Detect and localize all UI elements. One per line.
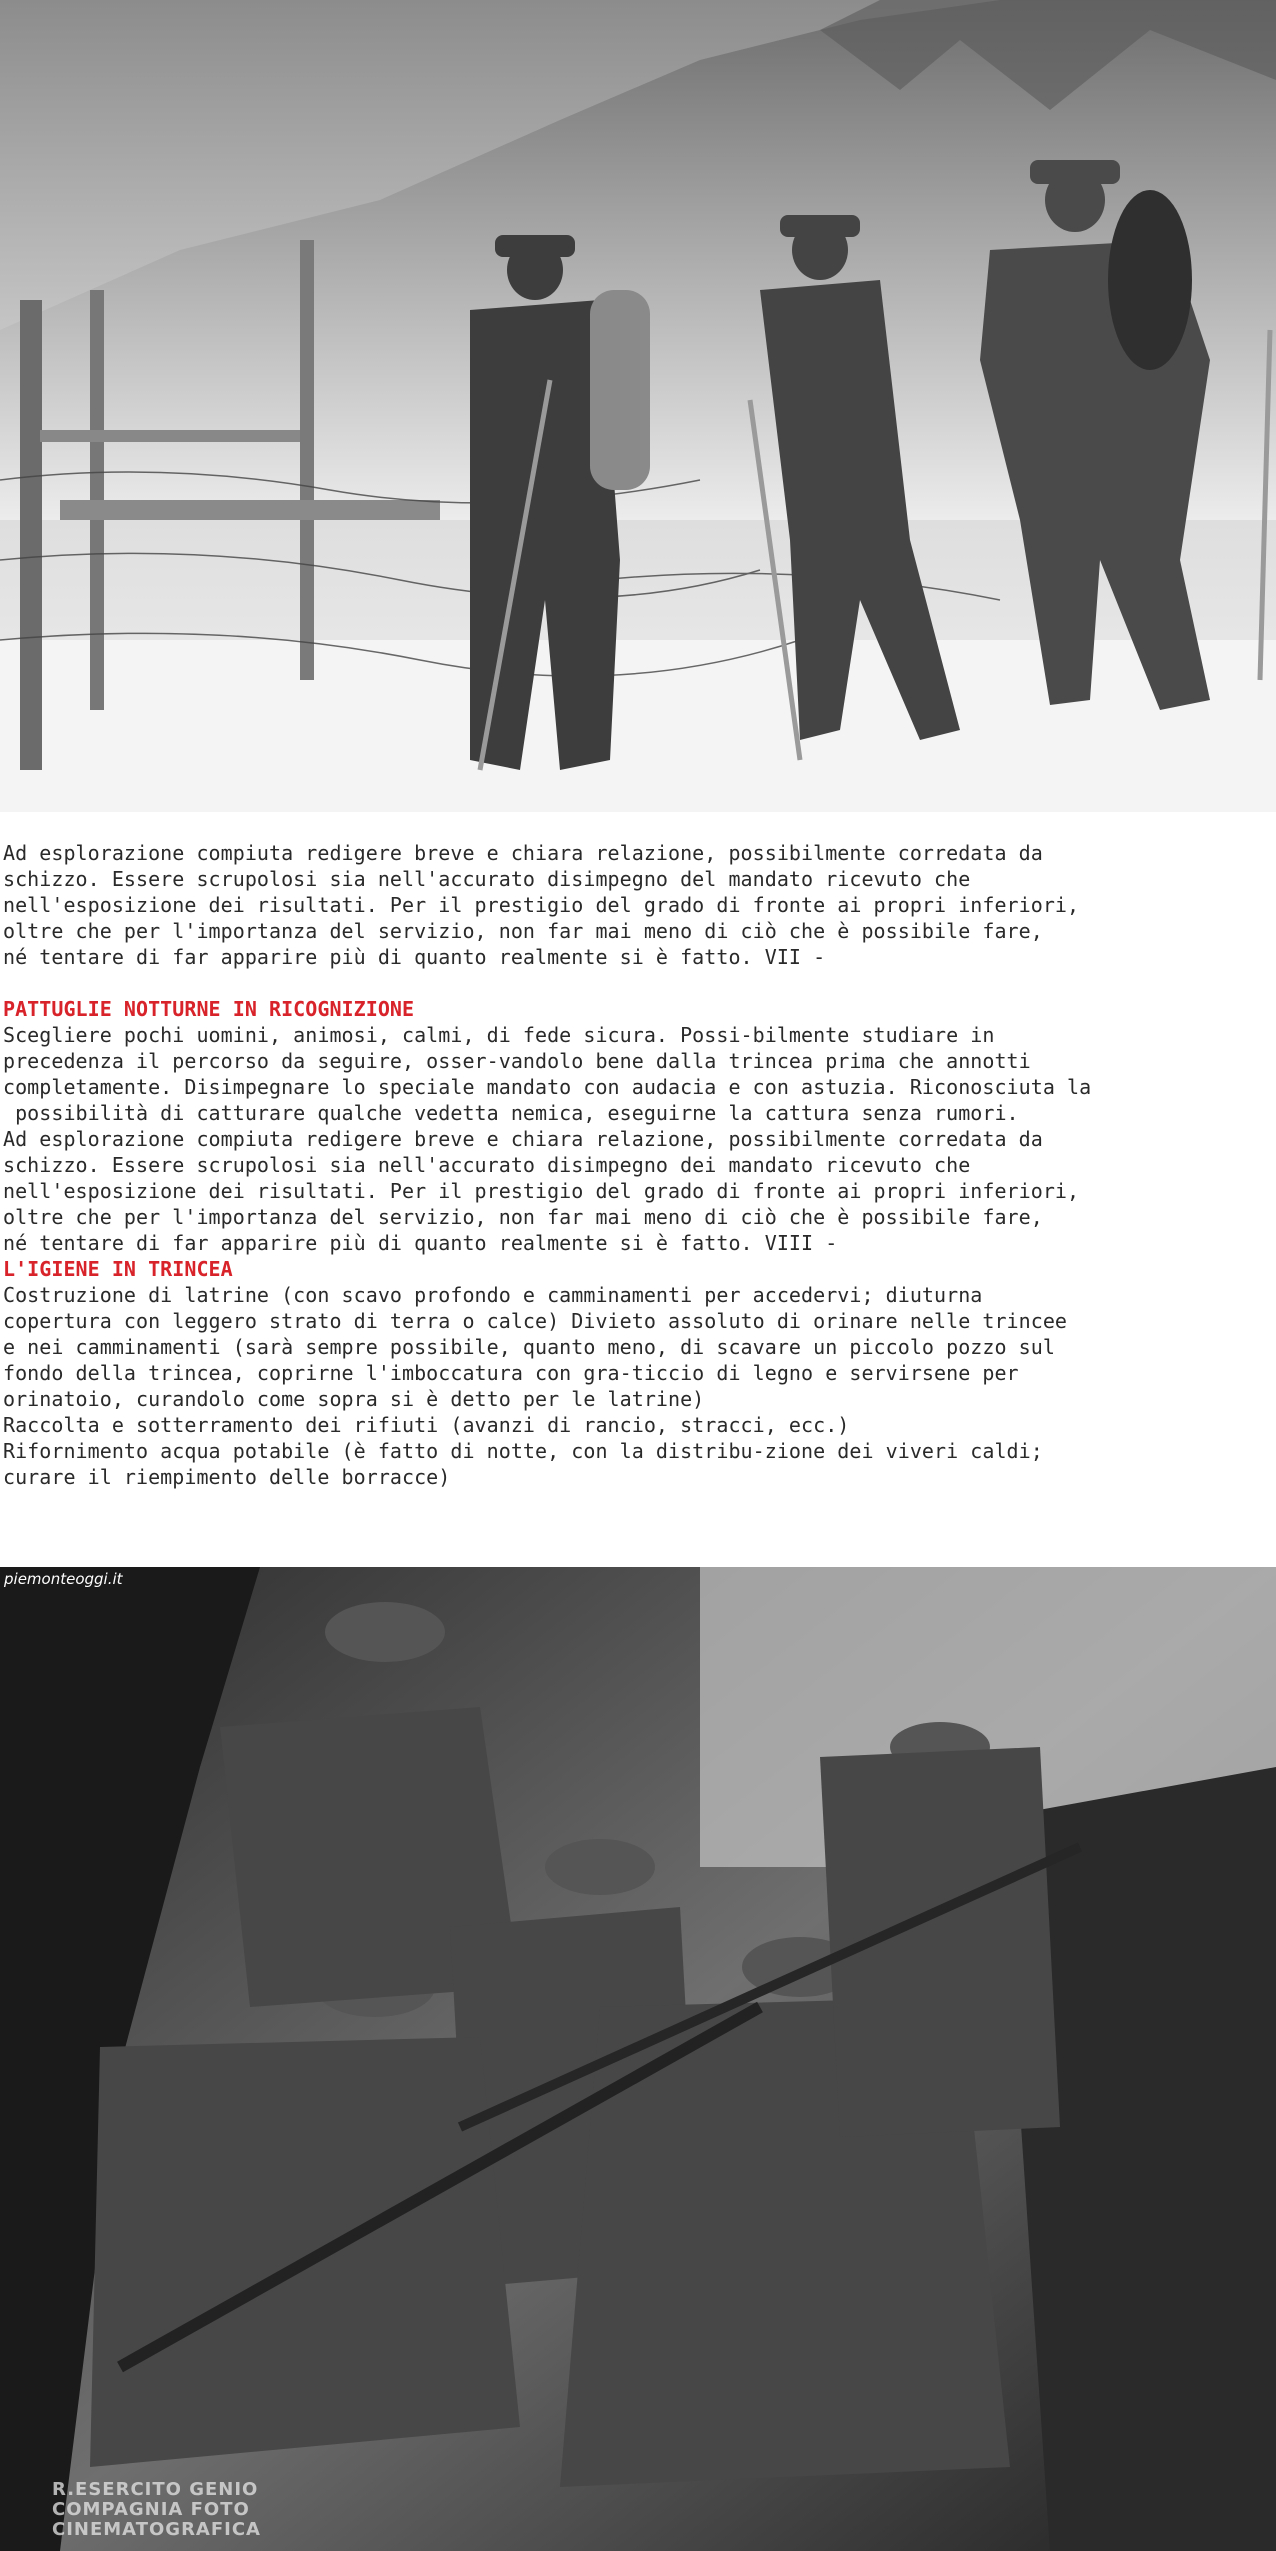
para1-line: né tentare di far apparire più di quanto realmente si è fatto. VII - [3,945,826,969]
para2-line: precedenza il percorso da seguire, osser-vandolo bene dalla trincea prima che annotti [3,1049,1031,1073]
soldiers-in-snow-image [0,0,1276,812]
para2-line: nell'esposizione dei risultati. Per il prestigio del grado di fronte ai propri inferiori, [3,1179,1080,1203]
section-heading: L'IGIENE IN TRINCEA [3,1257,233,1281]
para3-line: e nei camminamenti (sarà sempre possibile, quanto meno, di scavare un piccolo pozzo sul [3,1335,1055,1359]
soldiers-in-trench-image [0,1567,1276,2551]
paragraph-gap [3,970,1273,996]
photo-stamp: R.ESERCITO GENIO COMPAGNIA FOTO CINEMATOGRAFICA [52,2479,261,2540]
para3-line: Costruzione di latrine (con scavo profondo e camminamenti per accedervi; diuturna [3,1283,983,1307]
para3-line: fondo della trincea, coprirne l'imboccatura con gra-ticcio di legno e servirsene per [3,1361,1019,1385]
para2-line: Ad esplorazione compiuta redigere breve e chiara relazione, possibilmente corredata da [3,1127,1043,1151]
para1-line: Ad esplorazione compiuta redigere breve e chiara relazione, possibilmente corredata da [3,841,1043,865]
article-text [3,840,1273,1490]
para2-line: possibilità di catturare qualche vedetta nemica, eseguirne la cattura senza rumori. [3,1101,1019,1125]
para3-line: copertura con leggero strato di terra o calce) Divieto assoluto di orinare nelle trincee [3,1309,1068,1333]
para1-line: nell'esposizione dei risultati. Per il prestigio del grado di fronte ai propri inferiori, [3,893,1080,917]
para2-line: Scegliere pochi uomini, animosi, calmi, di fede sicura. Possi-bilmente studiare in [3,1023,995,1047]
para2-line: completamente. Disimpegnare lo speciale mandato con audacia e con astuzia. Riconosciuta la [3,1075,1092,1099]
para2-line: schizzo. Essere scrupolosi sia nell'accurato disimpegno dei mandato ricevuto che [3,1153,971,1177]
bottom-photo-soldiers-in-trench [0,1567,1276,2551]
para3-line: curare il riempimento delle borracce) [3,1465,451,1489]
para3-line: orinatoio, curandolo come sopra si è detto per le latrine) [3,1387,705,1411]
photo-credit: piemonteoggi.it [4,1570,123,1588]
para1-line: schizzo. Essere scrupolosi sia nell'accurato disimpegno del mandato ricevuto che [3,867,971,891]
para2-line: né tentare di far apparire più di quanto realmente si è fatto. VIII - [3,1231,838,1255]
para2-line: oltre che per l'importanza del servizio, non far mai meno di ciò che è possibile fare, [3,1205,1043,1229]
para3-line: Rifornimento acqua potabile (è fatto di notte, con la distribu-zione dei viveri caldi; [3,1439,1043,1463]
section-heading: PATTUGLIE NOTTURNE IN RICOGNIZIONE [3,997,415,1021]
para3-line: Raccolta e sotterramento dei rifiuti (avanzi di rancio, stracci, ecc.) [3,1413,850,1437]
top-photo-soldiers-in-snow [0,0,1276,812]
para1-line: oltre che per l'importanza del servizio, non far mai meno di ciò che è possibile fare, [3,919,1043,943]
